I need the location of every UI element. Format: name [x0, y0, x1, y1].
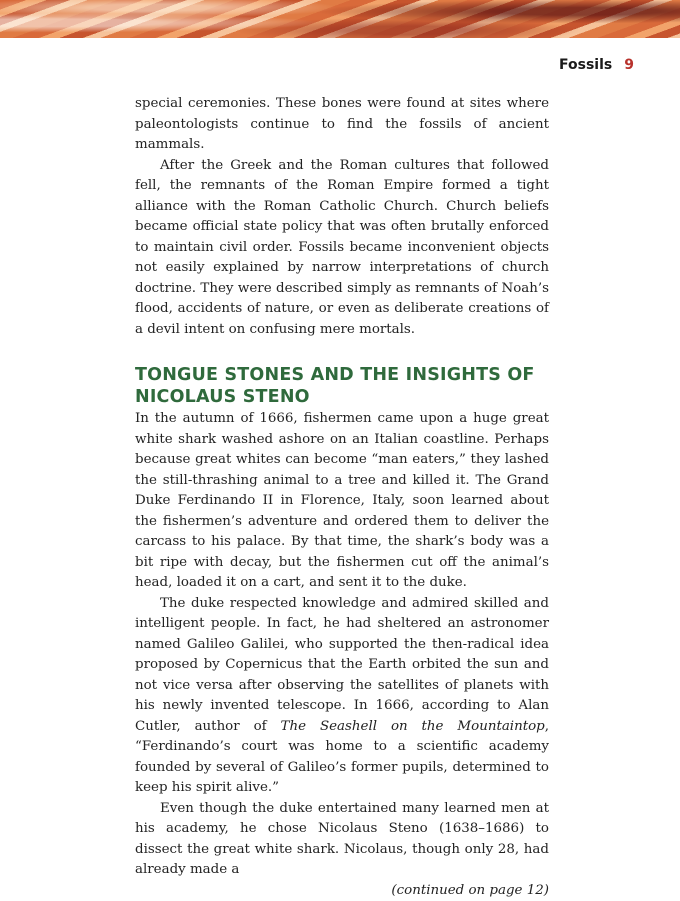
paragraph: After the Greek and the Roman cultures that followed fell, the remnants of the Roman Empire formed a tight alliance with the Roman Catholic Church. Church beliefs became official state policy that was often brutally enforced to maintain civil order. Fossils became inconvenient objects not easily explained by narrow interpretations of church doctrine. They were described simply as remnants of Noah’s flood, accidents of nature, or even as deliberate creations of a devil intent on confusing mere mortals.	[135, 156, 549, 341]
paragraph: In the autumn of 1666, fishermen came upon a huge great white shark washed ashore on an Italian coastline. Perhaps because great whites can become “man eaters,” they lashed the still-thrashing animal to a tree and killed it. The Grand Duke Ferdinando II in Florence, Italy, soon learned about the fishermen’s adventure and ordered them to deliver the carcass to his palace. By that time, the shark’s body was a bit ripe with decay, but the fishermen cut off the animal’s head, loaded it on a cart, and sent it to the duke.	[135, 409, 549, 594]
page-number: 9	[624, 57, 634, 73]
continued-note: (continued on page 12)	[135, 881, 549, 901]
paragraph	[135, 594, 549, 799]
paragraph-text: , “Ferdinando’s court was home to a scientific academy founded by several of Galileo’s former pupils, determined to keep his spirit alive.”	[135, 719, 549, 796]
body-text	[135, 94, 549, 901]
book-title: The Seashell on the Mountaintop	[281, 719, 545, 734]
section-heading: TONGUE STONES AND THE INSIGHTS OF NICOLAUS STENO	[135, 364, 549, 408]
header-banner-image	[0, 0, 680, 38]
section-title: Fossils	[559, 57, 612, 73]
paragraph: Even though the duke entertained many learned men at his academy, he chose Nicolaus Steno (1638–1686) to dissect the great white shark. Nicolaus, though only 28, had already made a	[135, 799, 549, 881]
running-head	[559, 57, 634, 73]
paragraph: special ceremonies. These bones were found at sites where paleontologists continue to find the fossils of ancient mammals.	[135, 94, 549, 156]
paragraph-text: The duke respected knowledge and admired skilled and intelligent people. In fact, he had sheltered an astronomer named Galileo Galilei, who supported the then-radical idea proposed by Copernicus that the Earth orbited the sun and not vice versa after observing the satellites of planets with his newly invented telescope. In 1666, according to Alan Cutler, author of	[135, 596, 549, 734]
